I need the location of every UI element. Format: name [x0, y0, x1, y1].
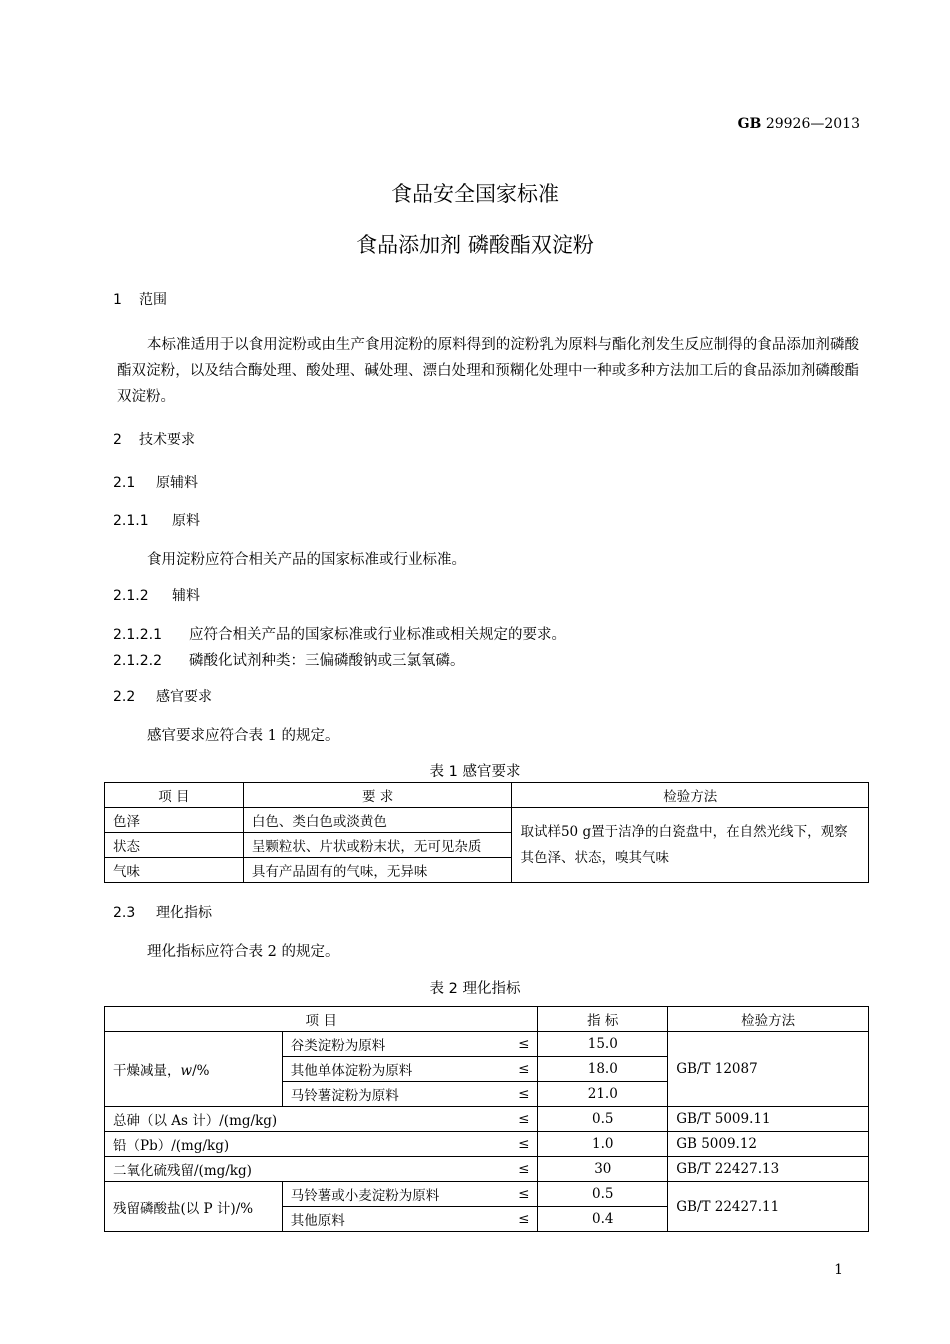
section-1-text: 本标准适用于以食用淀粉或由生产食用淀粉的原料得到的淀粉乳为原料与酯化剂发生反应制得的食品添加剂磷酸酯双淀粉，以及结合酶处理、酸处理、碱处理、漂白处理和预糊化处理中一种或多种方法加工后的食品添加剂磷酸酯双淀粉。 [117, 337, 859, 405]
table-2 [104, 1006, 869, 1232]
table-row [105, 1032, 869, 1057]
method-cell: GB/T 5009.11 [668, 1107, 869, 1132]
le-symbol: ≤ [518, 1211, 530, 1227]
standard-number [738, 116, 860, 132]
clause-number: 2.1.2.2 [113, 653, 162, 669]
requirement-cell: 具有产品固有的气味，无异味 [243, 858, 512, 883]
clause-2-1-2-2 [113, 649, 465, 670]
section-2-3-text: 理化指标应符合表 2 的规定。 [147, 944, 340, 960]
standard-code: 29926—2013 [765, 116, 860, 132]
section-2-2-heading [113, 686, 212, 706]
item-cell: 状态 [105, 833, 244, 858]
section-title: 技术要求 [139, 432, 195, 448]
method-cell: GB 5009.12 [668, 1132, 869, 1157]
standard-prefix: GB [737, 116, 762, 132]
subitem-cell [282, 1082, 538, 1107]
table-1 [104, 782, 869, 883]
subitem-label: 马铃薯淀粉为原料 [290, 1088, 399, 1104]
table-row [105, 808, 869, 833]
document-title: 食品安全国家标准 [391, 182, 559, 206]
section-number: 2.1.2 [113, 588, 149, 604]
item-cell [105, 1132, 538, 1157]
section-2-1-heading [113, 472, 198, 492]
table-2-caption: 表 2 理化指标 [429, 981, 521, 997]
section-number: 2 [113, 432, 122, 448]
value-cell: 0.5 [538, 1182, 668, 1207]
item-cell [105, 1107, 538, 1132]
le-symbol: ≤ [518, 1111, 530, 1127]
subitem-cell [282, 1032, 538, 1057]
table-header-row [105, 1007, 869, 1032]
clause-number: 2.1.2.1 [113, 627, 162, 643]
item-label: 总砷（以 As 计）/(mg/kg) [113, 1113, 278, 1129]
item-cell: 气味 [105, 858, 244, 883]
value-cell: 0.5 [538, 1107, 668, 1132]
header-cell: 要 求 [243, 783, 512, 808]
table-row [105, 1182, 869, 1207]
page-number: 1 [834, 1262, 843, 1278]
section-2-1-2-heading [113, 585, 200, 605]
section-2-3-heading [113, 902, 212, 922]
section-2-heading [113, 429, 195, 449]
section-number: 2.1 [113, 475, 136, 491]
le-symbol: ≤ [518, 1036, 530, 1052]
header-cell: 项 目 [105, 783, 244, 808]
subitem-label: 其他单体淀粉为原料 [290, 1063, 413, 1079]
section-2-1-1-heading [113, 510, 200, 530]
section-number: 2.2 [113, 689, 136, 705]
section-title: 原料 [172, 513, 200, 529]
method-cell: GB/T 12087 [668, 1032, 869, 1107]
section-1-heading [113, 289, 167, 309]
item-cell [105, 1157, 538, 1182]
method-cell: GB/T 22427.11 [668, 1182, 869, 1232]
table-header-row [105, 783, 869, 808]
item-label: 二氧化硫残留/(mg/kg) [113, 1163, 252, 1179]
section-2-1-1-text: 食用淀粉应符合相关产品的国家标准或行业标准。 [147, 552, 466, 568]
header-cell: 检验方法 [668, 1007, 869, 1032]
subitem-label: 谷类淀粉为原料 [290, 1038, 386, 1054]
table-row [105, 1107, 869, 1132]
le-symbol: ≤ [518, 1086, 530, 1102]
le-symbol: ≤ [518, 1161, 530, 1177]
clause-text: 磷酸化试剂种类：三偏磷酸钠或三氯氧磷。 [189, 653, 465, 669]
method-cell: 取试样50 g置于洁净的白瓷盘中，在自然光线下，观察其色泽、状态，嗅其气味 [512, 808, 869, 883]
header-cell: 检验方法 [512, 783, 869, 808]
item-cell: 色泽 [105, 808, 244, 833]
value-cell: 30 [538, 1157, 668, 1182]
subitem-label: 马铃薯或小麦淀粉为原料 [290, 1188, 440, 1204]
le-symbol: ≤ [518, 1061, 530, 1077]
section-title: 范围 [139, 292, 167, 308]
subitem-cell [282, 1057, 538, 1082]
section-title: 感官要求 [156, 689, 212, 705]
method-cell: GB/T 22427.13 [668, 1157, 869, 1182]
le-symbol: ≤ [518, 1136, 530, 1152]
section-number: 2.1.1 [113, 513, 149, 529]
section-title: 理化指标 [156, 905, 212, 921]
item-cell: 残留磷酸盐(以 P 计)/% [105, 1182, 283, 1232]
document-subtitle: 食品添加剂 磷酸酯双淀粉 [356, 233, 594, 257]
section-2-2-text: 感官要求应符合表 1 的规定。 [147, 728, 340, 744]
table-row [105, 1157, 869, 1182]
header-cell: 项 目 [105, 1007, 538, 1032]
section-title: 原辅料 [156, 475, 198, 491]
header-cell: 指 标 [538, 1007, 668, 1032]
le-symbol: ≤ [518, 1186, 530, 1202]
section-number: 2.3 [113, 905, 136, 921]
value-cell: 15.0 [538, 1032, 668, 1057]
item-label: 铅（Pb）/(mg/kg) [113, 1138, 230, 1154]
table-1-caption: 表 1 感官要求 [429, 764, 521, 780]
requirement-cell: 白色、类白色或淡黄色 [243, 808, 512, 833]
value-cell: 21.0 [538, 1082, 668, 1107]
value-cell: 0.4 [538, 1207, 668, 1232]
subitem-cell [282, 1182, 538, 1207]
requirement-cell: 呈颗粒状、片状或粉末状，无可见杂质 [243, 833, 512, 858]
section-number: 1 [113, 292, 122, 308]
value-cell: 18.0 [538, 1057, 668, 1082]
subitem-cell [282, 1207, 538, 1232]
clause-2-1-2-1 [113, 623, 566, 644]
item-cell: 干燥减量，w/% [105, 1032, 283, 1107]
subitem-label: 其他原料 [290, 1213, 345, 1229]
clause-text: 应符合相关产品的国家标准或行业标准或相关规定的要求。 [189, 627, 566, 643]
table-row [105, 1132, 869, 1157]
section-title: 辅料 [172, 588, 200, 604]
value-cell: 1.0 [538, 1132, 668, 1157]
